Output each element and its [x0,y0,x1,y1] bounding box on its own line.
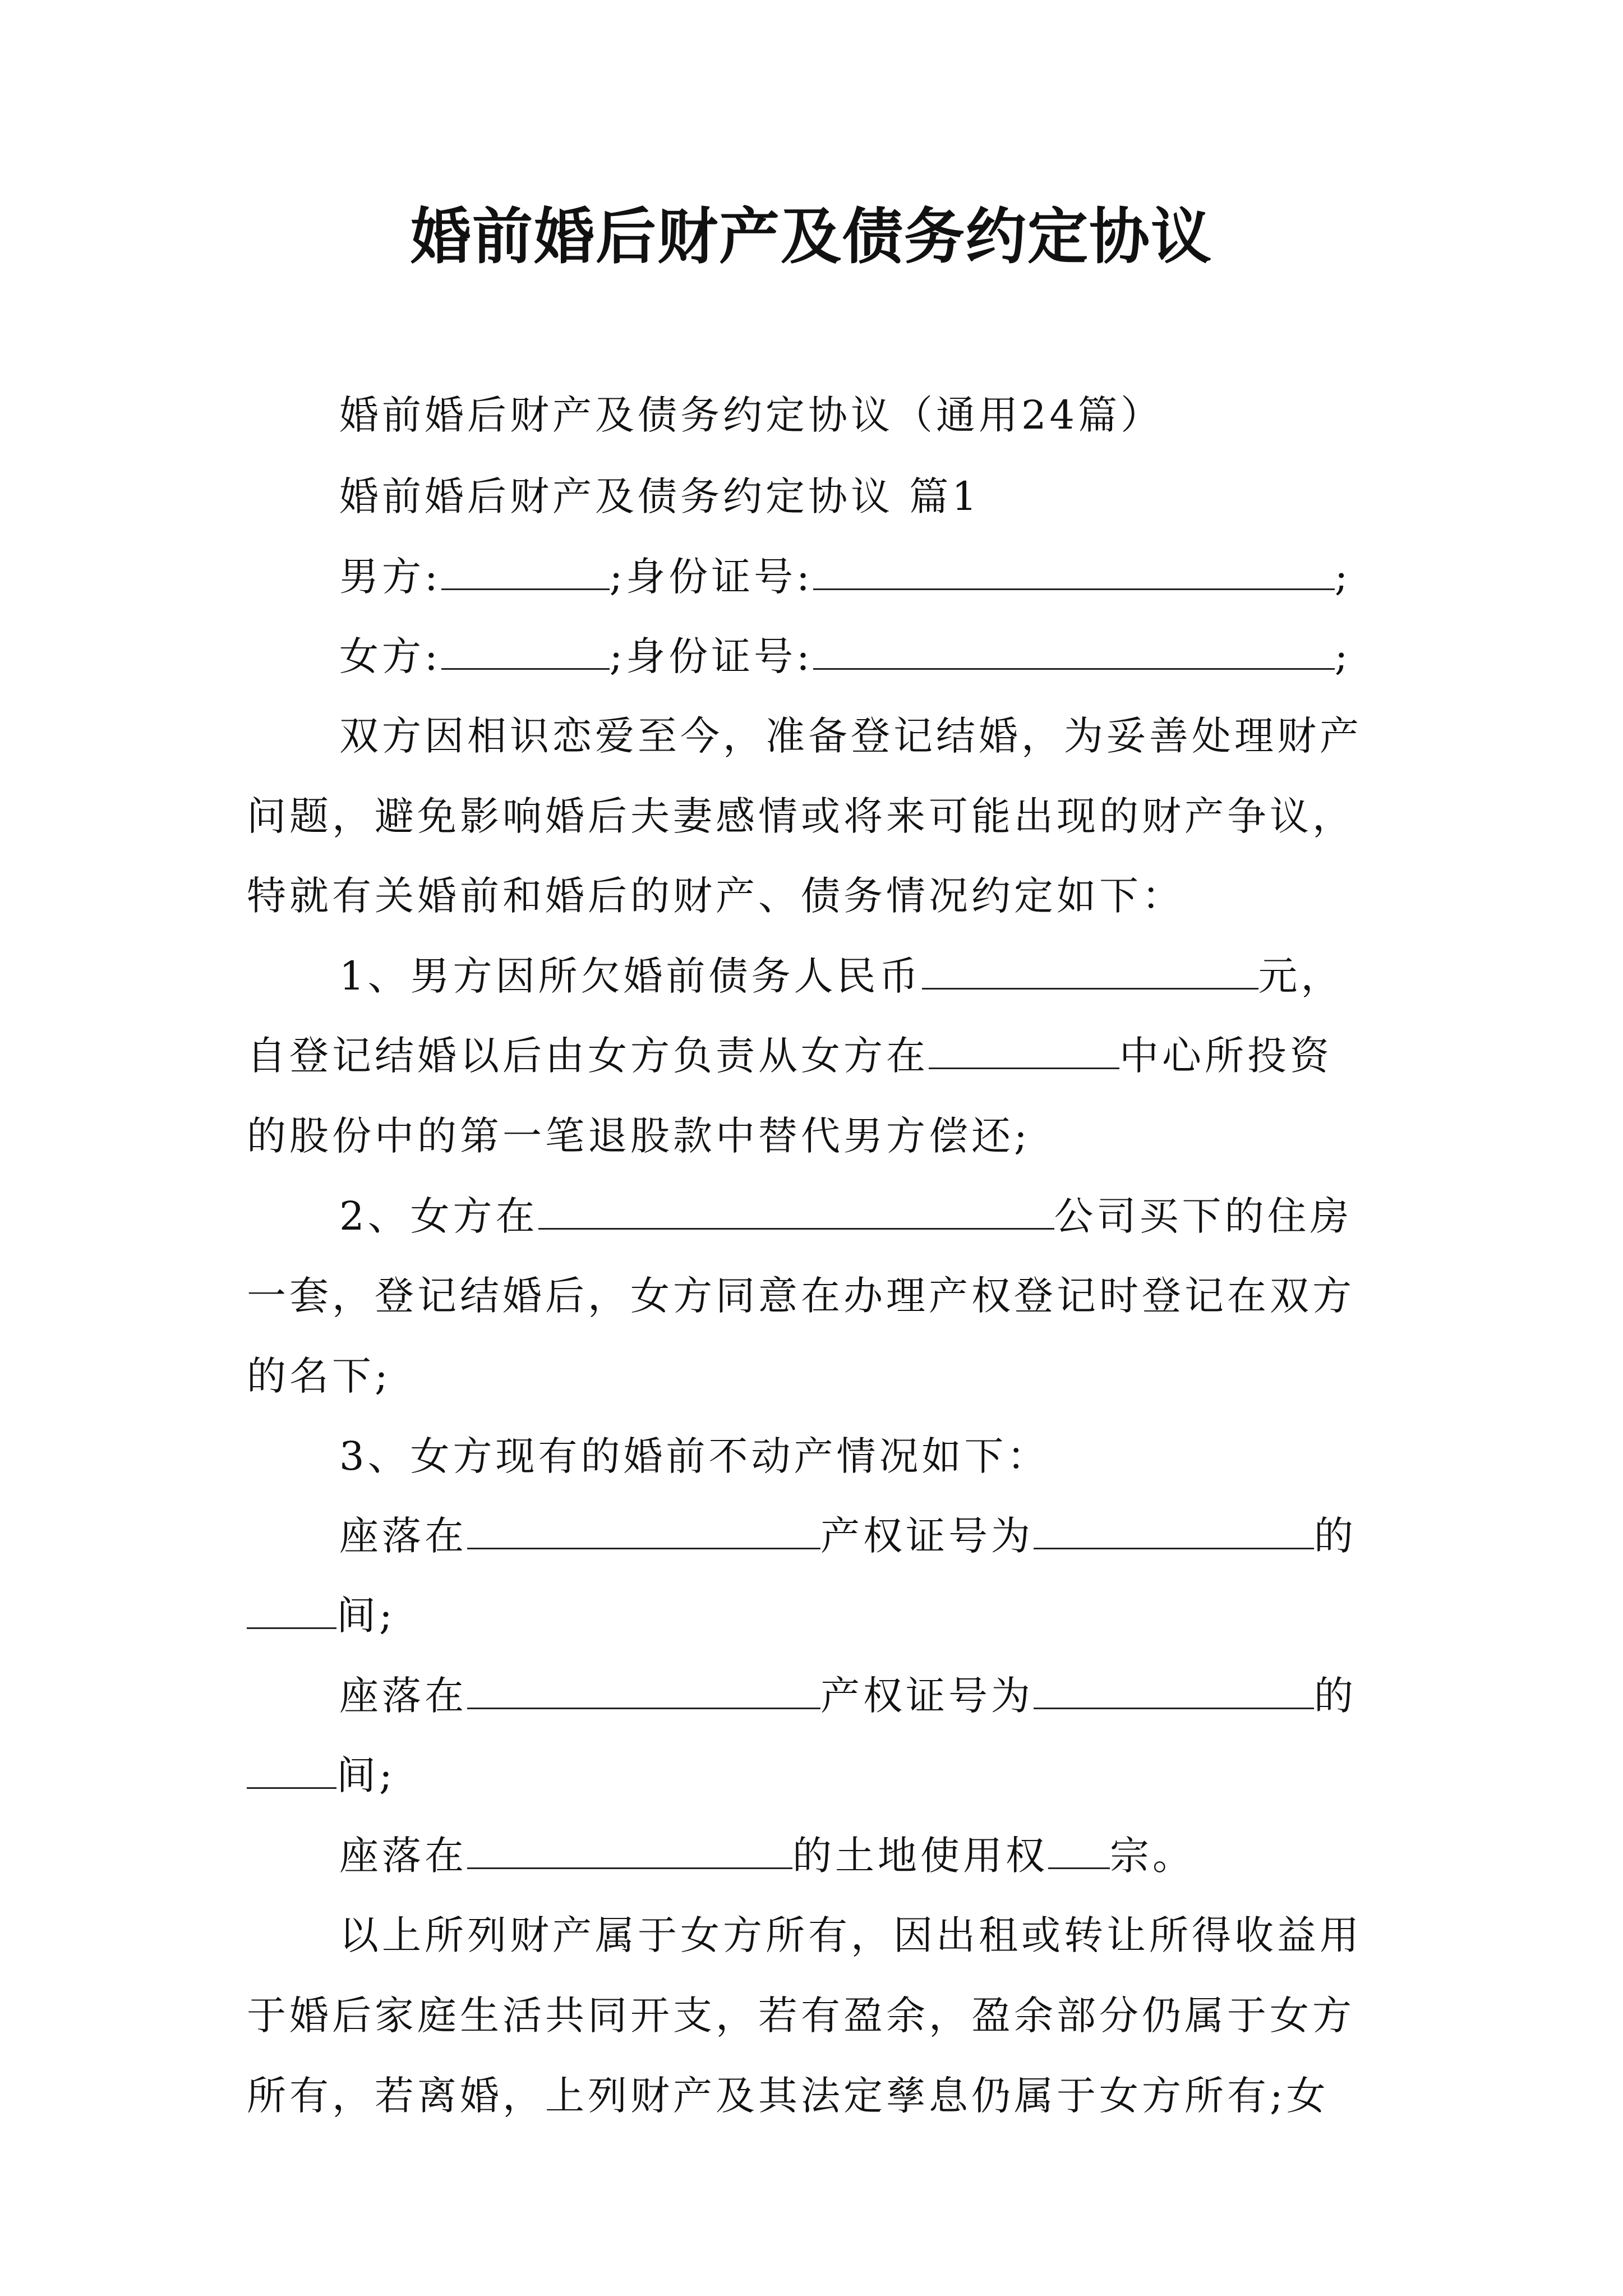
male-party-line [339,549,1391,605]
property2-located: 座落在 [339,1673,467,1719]
property1-line [339,1508,1391,1564]
clause2-text-a: 2、女方在 [339,1193,538,1239]
land-count-blank [1048,1830,1110,1869]
clause1-line-1 [339,948,1391,1004]
clause2-line-1 [339,1188,1391,1244]
document-subtitle: 婚前婚后财产及债务约定协议（通用24篇） [339,392,1164,438]
male-name-blank [441,551,610,590]
property2-line [339,1668,1391,1724]
property2-cert-blank [1034,1671,1314,1709]
female-label: 女方: [339,633,441,679]
property1-cert: 产权证号为 [820,1513,1034,1559]
document-title: 婚前婚后财产及债务约定协议 [410,201,1212,272]
property1-room-line [247,1588,1391,1644]
land-unit: 宗。 [1110,1833,1195,1879]
female-name-blank [441,631,610,670]
female-id-label: ;身份证号: [609,633,813,679]
male-label: 男方: [339,554,441,600]
clause3-heading: 3、女方现有的婚前不动产情况如下： [339,1433,1050,1479]
female-party-line [339,628,1391,684]
property2-cert: 产权证号为 [820,1673,1034,1719]
clause2-line-3: 的名下; [247,1353,391,1399]
closing-line-2: 于婚后家庭生活共同开支，若有盈余，盈余部分仍属于女方 [247,1993,1355,2039]
clause2-line-2: 一套，登记结婚后，女方同意在办理产权登记时登记在双方 [247,1273,1355,1319]
clause1-text-a: 1、男方因所欠婚前债务人民币 [339,953,922,999]
land-line [339,1828,1391,1884]
land-located: 座落在 [339,1833,467,1879]
intro-line-2: 问题，避免影响婚后夫妻感情或将来可能出现的财产争议， [247,793,1355,839]
property1-of: 的 [1314,1513,1357,1559]
clause1-amount-blank [922,951,1258,990]
male-id-label: ;身份证号: [609,554,813,600]
property2-of: 的 [1314,1673,1357,1719]
clause1-text-c: 自登记结婚以后由女方负责从女方在 [247,1033,929,1079]
intro-line-1: 双方因相识恋爱至今，准备登记结婚，为妥善处理财产 [339,713,1362,759]
property1-cert-blank [1034,1511,1314,1549]
property1-location-blank [467,1511,820,1549]
female-line-end: ; [1334,633,1352,679]
clause1-text-b: 元， [1258,953,1344,999]
property1-located: 座落在 [339,1513,467,1559]
clause2-text-b: 公司买下的住房 [1054,1193,1353,1239]
property2-room: 间; [336,1752,396,1798]
clause1-line-2 [247,1028,1391,1084]
clause1-center-blank [929,1030,1119,1069]
male-line-end: ; [1334,554,1352,600]
property1-room-blank [247,1590,336,1629]
land-location-blank [467,1830,792,1869]
intro-line-3: 特就有关婚前和婚后的财产、债务情况约定如下： [247,873,1184,919]
male-id-blank [813,551,1335,590]
section-heading: 婚前婚后财产及债务约定协议 篇1 [339,473,980,519]
property2-room-line [247,1747,1391,1803]
clause1-text-d: 中心所投资 [1119,1033,1332,1079]
closing-line-1: 以上所列财产属于女方所有，因出租或转让所得收益用 [339,1912,1362,1958]
clause2-company-blank [538,1191,1054,1230]
female-id-blank [813,631,1335,670]
land-use-right: 的土地使用权 [792,1833,1048,1879]
clause1-line-3: 的股份中的第一笔退股款中替代男方偿还; [247,1113,1031,1159]
property2-room-blank [247,1750,336,1789]
property2-location-blank [467,1671,820,1709]
closing-line-3: 所有，若离婚，上列财产及其法定孳息仍属于女方所有;女 [247,2073,1329,2119]
property1-room: 间; [336,1593,396,1639]
